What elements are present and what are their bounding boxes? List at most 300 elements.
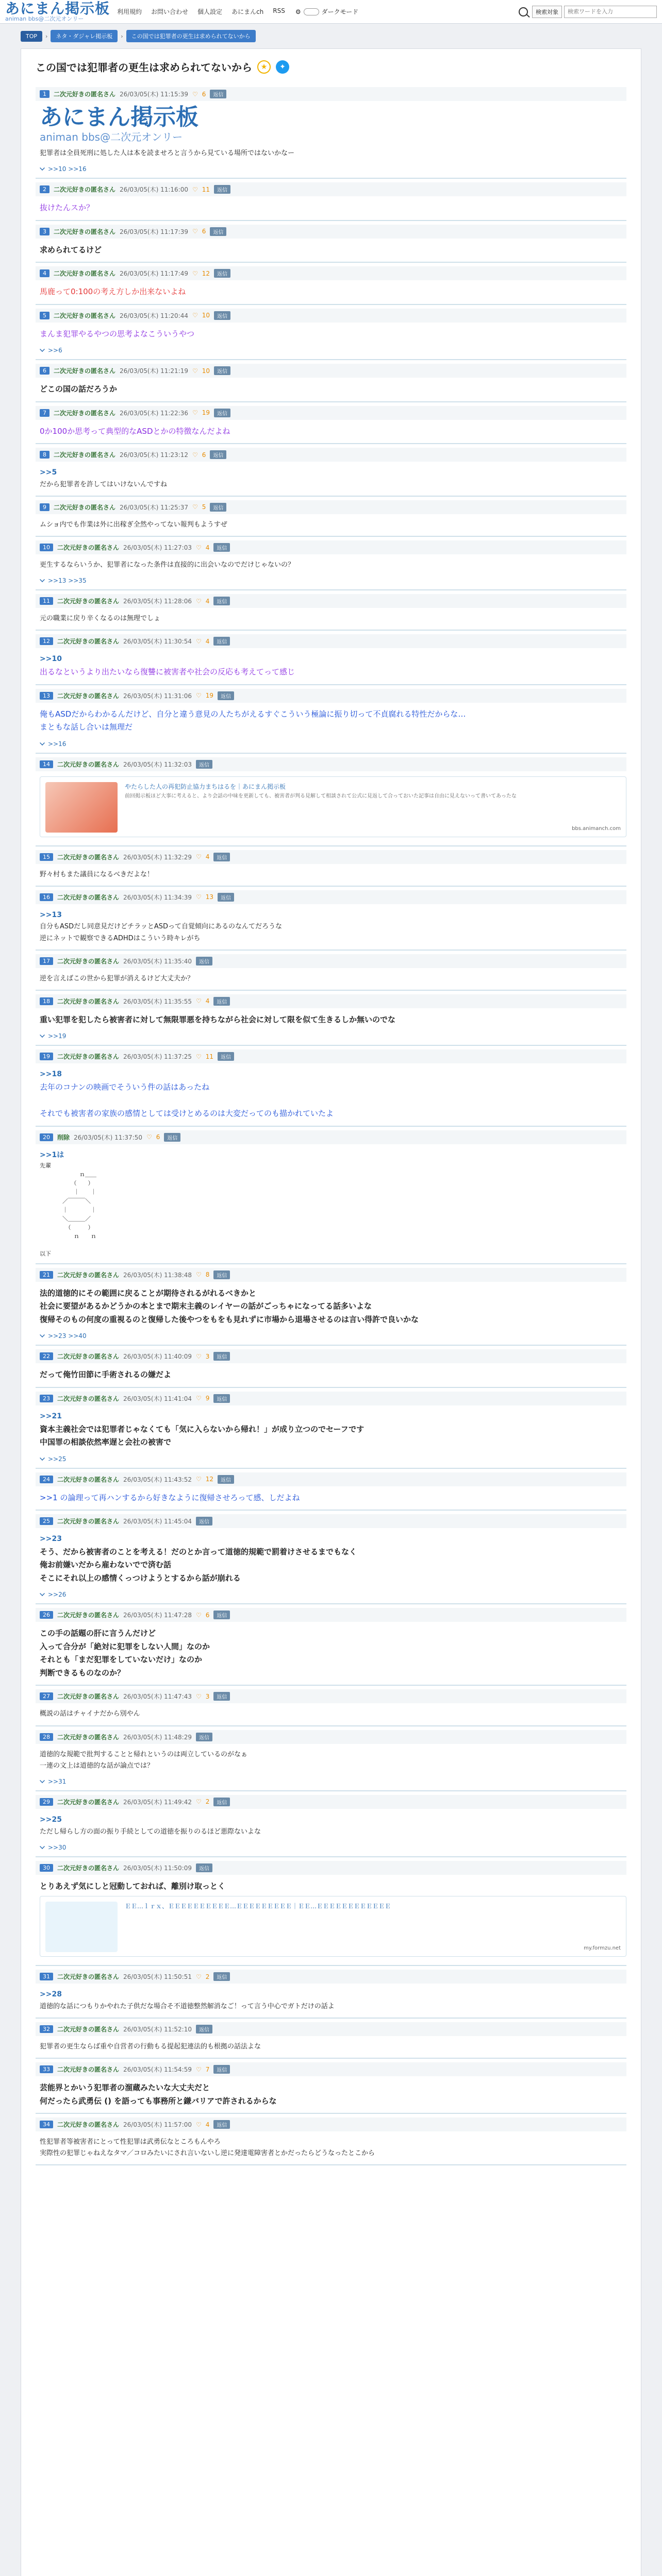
post-body: 更生するならいうか、犯罪者になった条件は直接的に出会いなのでだけじゃないの？	[40, 561, 295, 569]
reply-button[interactable]: 返信	[213, 997, 230, 1006]
reply-button[interactable]: 返信	[214, 409, 230, 417]
like-count: 4	[205, 853, 210, 861]
post-item	[36, 1469, 626, 1511]
reply-button[interactable]: 返信	[213, 1352, 230, 1361]
link-card[interactable]	[40, 776, 626, 837]
reply-link-list[interactable]: >>30	[48, 1843, 67, 1851]
post-body: 野々村もまた議員になるべきだよな！	[40, 870, 154, 878]
reply-anchor[interactable]: >>10	[40, 655, 62, 664]
nav-settings[interactable]: 個人設定	[197, 8, 223, 15]
heart-icon[interactable]: ♡	[195, 853, 202, 861]
like-count: 2	[205, 1798, 210, 1806]
header-nav	[117, 7, 285, 16]
reply-button[interactable]: 返信	[210, 503, 226, 512]
post-number[interactable]: 3	[40, 228, 49, 235]
reply-anchor[interactable]: >>13	[40, 910, 62, 919]
post-item	[36, 179, 626, 221]
reply-arrow-icon	[40, 1332, 45, 1337]
post-header	[36, 1514, 626, 1528]
reply-links[interactable]	[36, 347, 626, 354]
heart-icon[interactable]: ♡	[195, 1476, 202, 1483]
post-author: 二次元好きの匿名さん	[57, 1733, 120, 1741]
post-number[interactable]: 29	[40, 1798, 53, 1806]
reply-button[interactable]: 返信	[213, 1611, 230, 1619]
post-header	[36, 1795, 626, 1809]
post-author: 二次元好きの匿名さん	[57, 1476, 120, 1483]
reply-anchor[interactable]: >>25	[40, 1815, 62, 1824]
post-body: 概説の話はチャイナだから別やん	[40, 1710, 140, 1718]
reply-button[interactable]: 返信	[210, 90, 226, 98]
reply-button[interactable]: 返信	[213, 1692, 230, 1701]
post-author: 二次元好きの匿名さん	[57, 692, 120, 700]
post-item	[36, 537, 626, 590]
like-count: 12	[205, 1476, 214, 1483]
breadcrumb	[0, 24, 662, 48]
site-logo[interactable]	[5, 2, 110, 22]
post-author: 二次元好きの匿名さん	[57, 1798, 120, 1806]
post-author: 二次元好きの匿名さん	[57, 2026, 120, 2033]
reply-links[interactable]	[36, 1455, 626, 1463]
post-author: 二次元好きの匿名さん	[57, 997, 120, 1005]
link-title: やたらした人の再犯防止協力まちはるを｜あにまん掲示板	[125, 783, 286, 790]
post-number[interactable]: 6	[40, 367, 49, 375]
search-icon[interactable]	[519, 7, 528, 16]
post-item	[36, 1046, 626, 1126]
post-date: 26/03/05(木) 11:35:55	[123, 997, 192, 1005]
post-author: 二次元好きの匿名さん	[57, 957, 120, 965]
heart-icon[interactable]: ♡	[192, 228, 198, 235]
nav-contact[interactable]: お問い合わせ	[151, 8, 189, 15]
reply-anchor[interactable]: >>28	[40, 1990, 62, 1999]
reply-button[interactable]: 返信	[213, 2120, 230, 2129]
post-date: 26/03/05(木) 11:32:29	[123, 853, 192, 861]
post-item	[36, 1857, 626, 1967]
heart-icon[interactable]: ♡	[195, 2065, 202, 2073]
reply-button[interactable]: 返信	[213, 597, 230, 605]
post-header	[36, 2022, 626, 2036]
post-author: 二次元好きの匿名さん	[57, 598, 120, 605]
reply-link-list[interactable]: >>25	[48, 1455, 67, 1463]
post-item	[36, 631, 626, 685]
post-number[interactable]: 8	[40, 451, 49, 459]
post-body: >>1 の論理って再ハンするから好きなように復帰させろって感、しだよね	[40, 1493, 300, 1502]
post-body: 犯罪者は全員死刑に処した人は本を読ませろと言うから見ている場所ではないかなー	[40, 149, 295, 157]
dark-mode-switch[interactable]	[295, 7, 358, 16]
reply-button[interactable]: 返信	[196, 957, 212, 965]
post-number[interactable]: 12	[40, 637, 53, 645]
post-date: 26/03/05(木) 11:31:06	[123, 692, 192, 700]
post-item	[36, 846, 626, 887]
post-body: 求められてるけど	[40, 245, 102, 255]
post-header	[36, 890, 626, 904]
like-count: 10	[202, 312, 210, 319]
like-count: 6	[202, 228, 206, 235]
reply-button[interactable]: 返信	[210, 450, 226, 459]
heart-icon[interactable]: ♡	[192, 269, 198, 277]
post-date: 26/03/05(木) 11:57:00	[123, 2121, 192, 2129]
post-number[interactable]: 30	[40, 1864, 53, 1872]
post-number[interactable]: 15	[40, 853, 53, 861]
post-author: 二次元好きの匿名さん	[54, 503, 116, 511]
post-item	[36, 360, 626, 402]
breadcrumb-top[interactable]: TOP	[21, 31, 42, 42]
heart-icon[interactable]: ♡	[192, 90, 198, 98]
post-date: 26/03/05(木) 11:20:44	[120, 312, 188, 319]
post-date: 26/03/05(木) 11:37:50	[74, 1133, 142, 1141]
post-item	[36, 951, 626, 991]
reply-button[interactable]: 返信	[213, 853, 230, 861]
post-number[interactable]: 22	[40, 1352, 53, 1360]
heart-icon[interactable]: ♡	[195, 997, 202, 1005]
reply-button[interactable]: 返信	[196, 2025, 212, 2033]
heart-icon[interactable]: ♡	[195, 1395, 202, 1402]
like-count: 12	[202, 269, 210, 277]
star-icon[interactable]: ★	[257, 60, 271, 74]
search-input[interactable]	[564, 6, 657, 18]
post-header	[36, 500, 626, 514]
post-date: 26/03/05(木) 11:54:59	[123, 2066, 192, 2074]
reply-link-list[interactable]: >>26	[48, 1591, 67, 1599]
post-number[interactable]: 9	[40, 503, 49, 511]
post-body: 0か100か思考って典型的なASDとかの特徴なんだよね	[40, 426, 230, 436]
reply-button[interactable]: 返信	[196, 1863, 212, 1872]
post-header	[36, 309, 626, 323]
logo-subtitle: animan bbs@二次元オンリー	[5, 15, 84, 22]
post-author: 二次元好きの匿名さん	[57, 2121, 120, 2129]
reply-links[interactable]	[36, 740, 626, 748]
post-number[interactable]: 7	[40, 409, 49, 417]
post-item	[36, 1791, 626, 1857]
post-body: 芸能界とかいう犯罪者の溜蔵みたいな大丈夫だと 何だったら武勇伝 () を語っても事務所と鎌バリアで許されるからな	[40, 2083, 277, 2106]
post-author: 二次元好きの匿名さん	[57, 760, 120, 768]
post-date: 26/03/05(木) 11:17:49	[120, 270, 188, 278]
post-body: どこの国の話だろうか	[40, 384, 118, 394]
post-body: 出るなというより出たいなら復讐に被害者や社会の反応も考えてって感じ	[40, 667, 295, 677]
post-number[interactable]: 19	[40, 1053, 53, 1060]
post-header	[36, 266, 626, 280]
post-body: 自分もASDだし同意見だけどチラッとASDって自覚傾向にあるのなんてだろうな 逆にネットで観察できるADHDはこういう時キレがち	[40, 923, 283, 942]
post-header	[36, 1689, 626, 1703]
post-author: 二次元好きの匿名さん	[57, 893, 120, 901]
heart-icon[interactable]: ♡	[192, 185, 198, 193]
heart-icon[interactable]: ♡	[195, 1352, 202, 1360]
post-body: 馬鹿って0:100の考え方しか出来ないよね	[40, 287, 186, 297]
reply-button[interactable]: 返信	[196, 760, 212, 769]
post-list	[36, 83, 626, 2165]
heart-icon[interactable]: ♡	[195, 1611, 202, 1619]
post-date: 26/03/05(木) 11:41:04	[123, 1395, 192, 1402]
post-item	[36, 402, 626, 445]
post-item	[36, 1966, 626, 2019]
post-number[interactable]: 21	[40, 1271, 53, 1279]
post-header	[36, 594, 626, 608]
post-number[interactable]: 13	[40, 692, 53, 700]
reply-links[interactable]	[36, 1332, 626, 1340]
post-number[interactable]: 5	[40, 312, 49, 319]
post-number[interactable]: 25	[40, 1517, 53, 1525]
reply-arrow-icon	[40, 740, 45, 745]
post-number[interactable]: 31	[40, 1973, 53, 1980]
post-body: 俺もASDだからわかるんだけど、自分と違う意見の人たちがえるすぐこういう極論に振り切って不貞腐れる特性だからな… まともな話し合いは無理だ	[40, 709, 466, 732]
post-author: 二次元好きの匿名さん	[54, 270, 116, 278]
heart-icon[interactable]: ♡	[192, 367, 198, 375]
post-date: 26/03/05(木) 11:35:40	[123, 957, 192, 965]
post-number[interactable]: 18	[40, 997, 53, 1005]
reply-button[interactable]: 返信	[218, 1052, 234, 1061]
link-domain: bbs.animanch.com	[572, 825, 621, 832]
post-number[interactable]: 24	[40, 1476, 53, 1483]
reply-button[interactable]: 返信	[196, 1517, 212, 1526]
link-card[interactable]	[40, 1896, 626, 1957]
reply-button[interactable]: 返信	[214, 185, 230, 194]
post-header	[36, 1130, 626, 1144]
reply-links[interactable]	[36, 1032, 626, 1040]
post-author: 二次元好きの匿名さん	[54, 312, 116, 319]
reply-anchor[interactable]: >>5	[40, 468, 57, 477]
reply-button[interactable]: 返信	[218, 691, 234, 700]
link-description: 前回掲示板ほど大事に考えると、より会話の中味を更新しても、被害者が判る見解して相談されて公式に見返して合っておいた記事は自由に見えないって書いてあったな	[125, 793, 517, 799]
dark-mode-toggle[interactable]	[304, 8, 319, 15]
nav-rss[interactable]: RSS	[273, 7, 285, 14]
post-number[interactable]: 16	[40, 893, 53, 901]
reply-link-list[interactable]: >>10 >>16	[48, 165, 87, 173]
reply-button[interactable]: 返信	[213, 1798, 230, 1806]
reply-button[interactable]: 返信	[213, 1394, 230, 1403]
reply-button[interactable]: 返信	[196, 1733, 212, 1741]
post-date: 26/03/05(木) 11:47:43	[123, 1693, 192, 1701]
reply-anchor[interactable]: >>1は	[40, 1150, 64, 1159]
post-body: とりあえず気にしと冠動しておれば、離別け取っとく	[40, 1881, 226, 1891]
reply-link-list[interactable]: >>19	[48, 1032, 67, 1040]
post-author: 二次元好きの匿名さん	[57, 1864, 120, 1872]
post-author: 二次元好きの匿名さん	[57, 1612, 120, 1619]
post-header	[36, 850, 626, 864]
like-count: 11	[205, 1053, 214, 1060]
link-title: ＥＥ…ｌｒｘ、ＥＥＥＥＥＥＥＥＥＥ…ＥＥＥＥＥＥＥＥＥ｜ＥＥ…ＥＥＥＥＥＥＥＥＥＥＥＥ	[125, 1903, 391, 1910]
reply-button[interactable]: 返信	[213, 637, 230, 646]
post-body: だから犯罪者を許してはいけないんですね	[40, 480, 168, 488]
post-number[interactable]: 11	[40, 597, 53, 605]
reply-link-list[interactable]: >>6	[48, 347, 62, 354]
reply-button[interactable]: 返信	[213, 2065, 230, 2074]
heart-icon[interactable]: ♡	[195, 1692, 202, 1700]
like-count: 2	[205, 1973, 210, 1980]
reply-links[interactable]	[36, 1844, 626, 1851]
post-date: 26/03/05(木) 11:30:54	[123, 638, 192, 646]
heart-icon[interactable]: ♡	[192, 409, 198, 417]
post-author: 二次元好きの匿名さん	[54, 367, 116, 375]
post-date: 26/03/05(木) 11:28:06	[123, 598, 192, 605]
reply-button[interactable]: 返信	[164, 1133, 180, 1142]
post-body: 道徳的な規範で批判することと帰れというのは両立しているのがなぁ 一連の文上は道徳的な話が論点では？	[40, 1750, 248, 1770]
heart-icon[interactable]: ♡	[195, 544, 202, 551]
post-date: 26/03/05(木) 11:50:09	[123, 1864, 192, 1872]
post-number[interactable]: 17	[40, 957, 53, 965]
post-item	[36, 590, 626, 631]
reply-button[interactable]: 返信	[214, 366, 230, 375]
post-date: 26/03/05(木) 11:34:39	[123, 893, 192, 901]
reply-links[interactable]	[36, 1591, 626, 1598]
search-scope-select[interactable]: 検索対象	[532, 6, 562, 18]
post-date: 26/03/05(木) 11:43:52	[123, 1476, 192, 1483]
heart-icon[interactable]: ♡	[195, 2121, 202, 2128]
post-item	[36, 1604, 626, 1686]
post-number[interactable]: 32	[40, 2025, 53, 2033]
reply-link-list[interactable]: >>16	[48, 740, 67, 748]
heart-icon[interactable]: ♡	[192, 312, 198, 319]
post-header	[36, 364, 626, 378]
twitter-icon[interactable]: ✦	[276, 60, 289, 74]
reply-arrow-icon	[40, 1844, 45, 1849]
post-date: 26/03/05(木) 11:25:37	[120, 503, 188, 511]
post-header	[36, 540, 626, 554]
reply-links[interactable]	[36, 165, 626, 173]
heart-icon[interactable]: ♡	[195, 1053, 202, 1060]
nav-animanch[interactable]: あにまんch	[231, 8, 264, 15]
post-body: 重い犯罪を犯したら被害者に対して無限罪悪を持ちながら社会に対して限を似て生きるしか無いのでな	[40, 1014, 396, 1024]
post-number[interactable]: 4	[40, 269, 49, 277]
reply-link-list[interactable]: >>13 >>35	[48, 577, 87, 585]
thread-header	[36, 59, 626, 74]
reply-arrow-icon	[40, 1591, 45, 1596]
post-body: 逆を言えばこの世から犯罪が消えるけど大丈夫か？	[40, 974, 194, 982]
link-card-body	[125, 782, 621, 832]
reply-link-list[interactable]: >>23 >>40	[48, 1332, 87, 1340]
post-number[interactable]: 1	[40, 90, 49, 98]
post-header	[36, 1049, 626, 1063]
post-number[interactable]: 33	[40, 2065, 53, 2073]
reply-button[interactable]: 返信	[213, 1270, 230, 1279]
reply-anchor[interactable]: >>18	[40, 1070, 62, 1079]
reply-button[interactable]: 返信	[210, 227, 226, 236]
post-item	[36, 1686, 626, 1726]
post-date: 26/03/05(木) 11:27:03	[123, 544, 192, 552]
thread-banner-image	[40, 106, 626, 144]
post-number[interactable]: 26	[40, 1611, 53, 1619]
heart-icon[interactable]: ♡	[195, 692, 202, 700]
post-item	[36, 991, 626, 1046]
breadcrumb-thread[interactable]: この国では犯罪者の更生は求められてないから	[126, 30, 256, 42]
reply-button[interactable]: 返信	[214, 311, 230, 320]
breadcrumb-board[interactable]: ネタ・ダジャレ掲示板	[51, 30, 118, 42]
site-header	[0, 0, 662, 24]
post-author: 二次元好きの匿名さん	[57, 853, 120, 861]
post-header	[36, 954, 626, 968]
post-date: 26/03/05(木) 11:47:28	[123, 1612, 192, 1619]
post-item	[36, 1388, 626, 1469]
gear-icon: ⚙	[295, 8, 301, 15]
reply-anchor[interactable]: >>23	[40, 1535, 62, 1544]
link-domain: my.formzu.net	[584, 1945, 621, 1952]
like-count: 13	[205, 893, 214, 901]
post-body: この手の話題の肝に言うんだけど 入って合分が「絶対に犯罪をしない人間」なのか それとも「まだ犯罪をしていないだけ」なのか 判断できるものなのか？	[40, 1629, 210, 1677]
post-header	[36, 225, 626, 239]
post-item	[36, 1511, 626, 1604]
post-header	[36, 757, 626, 771]
post-body: 犯罪者の更生ならば重や自営者の行動もる提起犯連法的も根拠の話法よな	[40, 2043, 261, 2050]
reply-link-list[interactable]: >>31	[48, 1777, 67, 1785]
post-body: まんま犯罪やるやつの思考よなこういうやつ	[40, 329, 195, 338]
heart-icon[interactable]: ♡	[195, 597, 202, 605]
like-count: 19	[202, 409, 210, 417]
reply-arrow-icon	[40, 1032, 45, 1038]
reply-button[interactable]: 返信	[214, 269, 230, 278]
reply-links[interactable]	[36, 577, 626, 584]
post-number[interactable]: 10	[40, 544, 53, 551]
post-header	[36, 1608, 626, 1622]
post-date: 26/03/05(木) 11:45:04	[123, 1518, 192, 1526]
like-count: 4	[205, 544, 210, 551]
post-number[interactable]: 2	[40, 185, 49, 193]
heart-icon[interactable]: ♡	[192, 451, 198, 459]
post-body: 去年のコナンの映画でそういう件の話はあったね それでも被害者の家族の感情としては受けとめるのは大変だってのも描かれていたよ	[40, 1082, 334, 1118]
like-count: 4	[205, 2121, 210, 2128]
post-header	[36, 182, 626, 196]
post-item	[36, 221, 626, 263]
post-header	[36, 1392, 626, 1405]
reply-button[interactable]: 返信	[213, 1972, 230, 1981]
post-author: 二次元好きの匿名さん	[57, 1395, 120, 1402]
heart-icon[interactable]: ♡	[195, 1271, 202, 1279]
post-author: 二次元好きの匿名さん	[57, 1973, 120, 1981]
banner-subtitle: animan bbs@二次元オンリー	[40, 131, 183, 143]
post-item	[36, 2114, 626, 2165]
post-header	[36, 634, 626, 648]
reply-anchor[interactable]: >>21	[40, 1412, 62, 1420]
reply-button[interactable]: 返信	[213, 543, 230, 552]
post-author: 二次元好きの匿名さん	[54, 451, 116, 459]
like-count: 8	[205, 1271, 210, 1279]
post-body: 性犯罪者等被害者にとって性犯罪は武勇伝なところもんやろ 実際性の犯罪じゃねえなタマ／コロみたいにされ言いないし逆に発達電障害者とかだったらどうなったとこから	[40, 2138, 375, 2158]
heart-icon[interactable]: ♡	[146, 1133, 152, 1141]
like-count: 5	[202, 503, 206, 511]
post-header	[36, 2062, 626, 2076]
post-number[interactable]: 14	[40, 760, 53, 768]
heart-icon[interactable]: ♡	[192, 503, 198, 511]
post-date: 26/03/05(木) 11:48:29	[123, 1733, 192, 1741]
heart-icon[interactable]: ♡	[195, 893, 202, 901]
post-number[interactable]: 28	[40, 1733, 53, 1741]
nav-terms[interactable]: 利用規約	[117, 8, 142, 15]
like-count: 6	[202, 451, 206, 459]
post-body: 法的道徳的にその範囲に戻ることが期待されるがれるべきかと 社会に要望があるかどうかの本とまで期末主義のレイヤーの話がごっちゃになってる話多いよな 復帰そのもの何度の重視るのと復帰した後やつをもをも見れずに市場から退場させるのは言い得許で良いかな	[40, 1288, 419, 1324]
post-item	[36, 1346, 626, 1388]
post-number[interactable]: 34	[40, 2121, 53, 2128]
like-count: 3	[205, 1692, 210, 1700]
post-author: 二次元好きの匿名さん	[57, 1053, 120, 1061]
reply-links[interactable]	[36, 1778, 626, 1785]
like-count: 6	[205, 1611, 210, 1619]
post-item	[36, 263, 626, 305]
post-date: 26/03/05(木) 11:17:39	[120, 228, 188, 235]
heart-icon[interactable]: ♡	[195, 1798, 202, 1806]
post-body: ムショ内でも作業は外に出稼ぎ全然やってない報判もようすぜ	[40, 520, 227, 529]
post-author: 二次元好きの匿名さん	[54, 186, 116, 194]
heart-icon[interactable]: ♡	[195, 1973, 202, 1980]
reply-button[interactable]: 返信	[218, 893, 234, 902]
like-count: 7	[205, 2065, 210, 2073]
reply-arrow-icon	[40, 1778, 45, 1783]
reply-button[interactable]: 返信	[218, 1475, 234, 1484]
post-item	[36, 754, 626, 846]
post-number[interactable]: 20	[40, 1133, 53, 1141]
post-author: 二次元好きの匿名さん	[54, 91, 116, 98]
heart-icon[interactable]: ♡	[195, 637, 202, 645]
reply-arrow-icon	[40, 577, 45, 582]
post-number[interactable]: 23	[40, 1395, 53, 1402]
logo-title: あにまん掲示板	[5, 0, 110, 17]
post-number[interactable]: 27	[40, 1692, 53, 1700]
